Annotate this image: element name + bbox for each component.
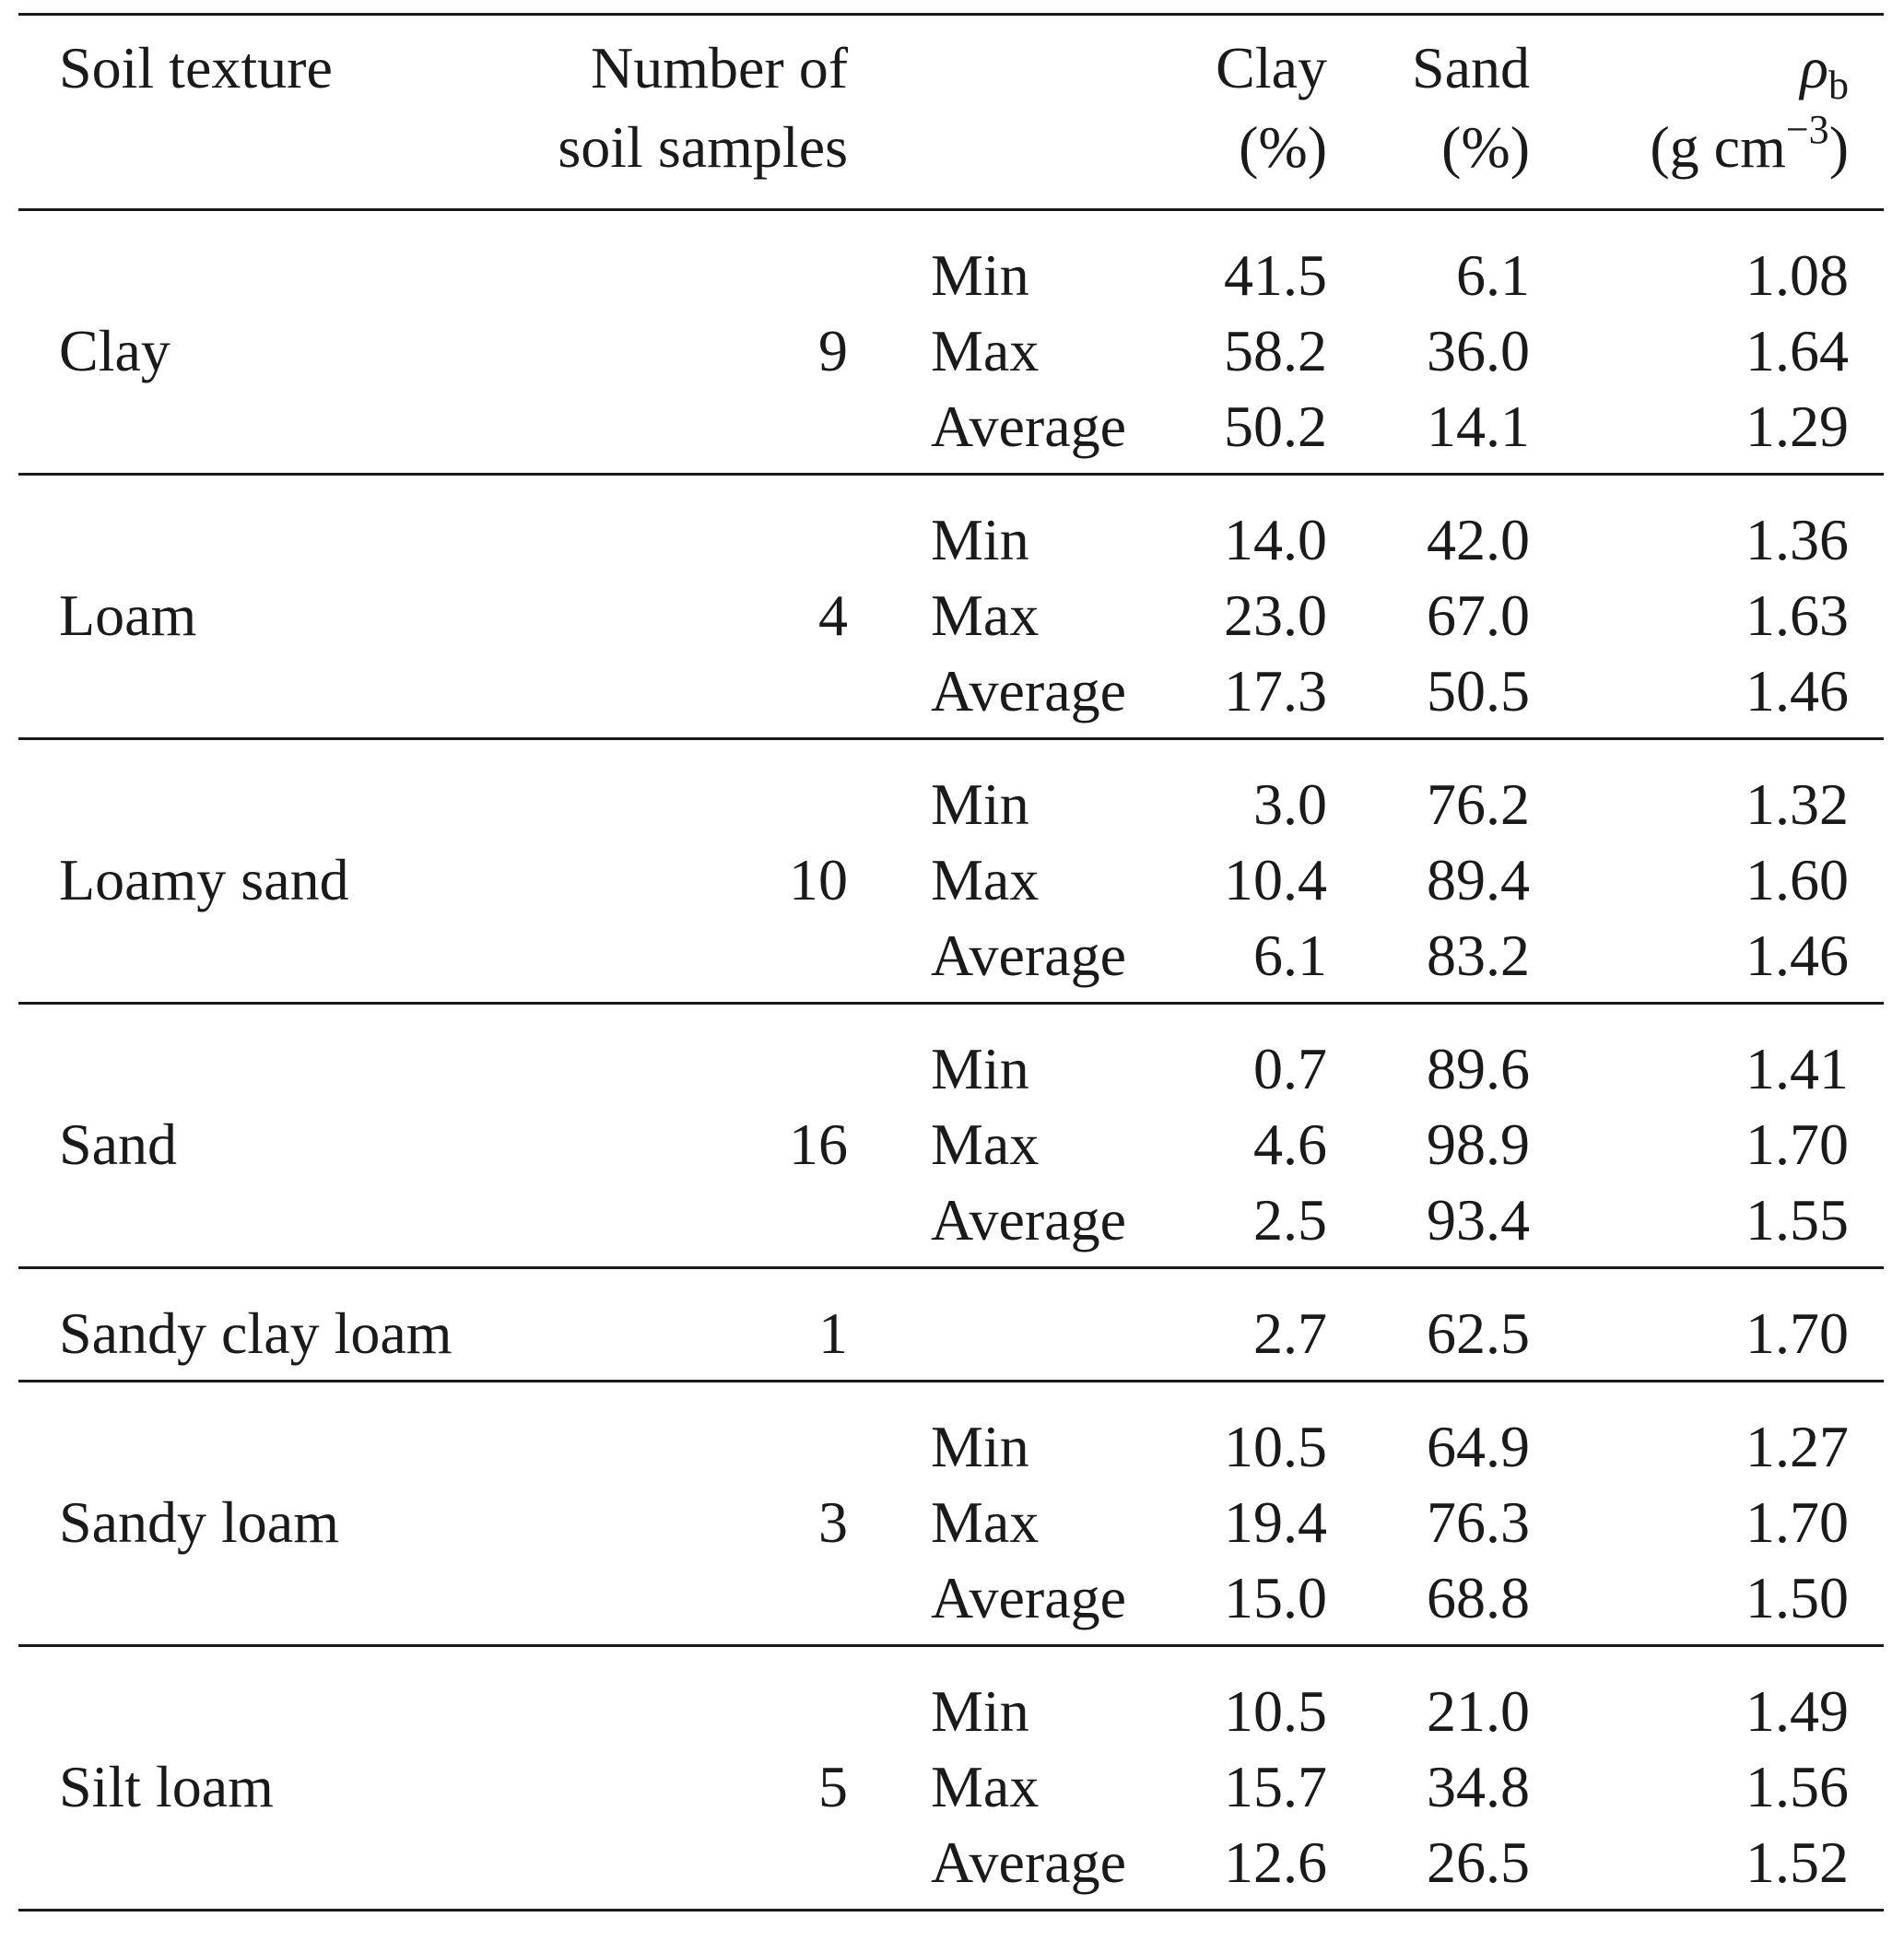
bulk-density-cell: 1.49 (1745, 1678, 1849, 1744)
bulk-density-cell: 1.56 (1745, 1754, 1849, 1819)
group-rule (18, 473, 1884, 476)
bulk-density-cell: 1.70 (1745, 1489, 1849, 1555)
statistic-cell: Min (931, 771, 1029, 837)
bulk-density-cell: 1.63 (1745, 582, 1849, 648)
clay-percent-cell: 50.2 (1224, 394, 1327, 459)
sand-percent-cell: 68.8 (1427, 1565, 1530, 1630)
sample-count-cell: 1 (818, 1300, 848, 1366)
header-rule (18, 208, 1884, 211)
group-rule (18, 1909, 1884, 1912)
statistic-cell: Min (931, 1678, 1029, 1744)
soil-texture-cell: Silt loam (59, 1754, 274, 1819)
sand-percent-cell: 36.0 (1427, 318, 1530, 383)
sand-percent-cell: 50.5 (1427, 658, 1530, 723)
sand-percent-cell: 62.5 (1427, 1300, 1530, 1366)
statistic-cell: Max (931, 847, 1040, 912)
header-sand-unit: (%) (1441, 114, 1530, 180)
soil-texture-cell: Sandy clay loam (59, 1300, 452, 1366)
clay-percent-cell: 23.0 (1224, 582, 1327, 648)
soil-texture-cell: Clay (59, 318, 170, 383)
clay-percent-cell: 15.0 (1224, 1565, 1327, 1630)
clay-percent-cell: 3.0 (1253, 771, 1327, 837)
rho-unit-pre: (g cm (1650, 114, 1786, 180)
sand-percent-cell: 98.9 (1427, 1112, 1530, 1177)
bulk-density-cell: 1.55 (1745, 1187, 1849, 1253)
statistic-cell: Average (931, 1187, 1126, 1253)
statistic-cell: Average (931, 658, 1126, 723)
soil-texture-cell: Loamy sand (59, 847, 349, 912)
sand-percent-cell: 93.4 (1427, 1187, 1530, 1253)
header-clay-unit: (%) (1239, 114, 1327, 180)
table-top-rule (18, 13, 1884, 16)
bulk-density-cell: 1.52 (1745, 1829, 1849, 1895)
statistic-cell: Min (931, 1036, 1029, 1101)
bulk-density-cell: 1.08 (1745, 242, 1849, 308)
clay-percent-cell: 58.2 (1224, 318, 1327, 383)
header-soil-texture: Soil texture (59, 35, 333, 100)
statistic-cell: Average (931, 1829, 1126, 1895)
header-bulk-density-unit (1530, 107, 1849, 184)
statistic-cell: Max (931, 1754, 1040, 1819)
sample-count-cell: 4 (818, 582, 848, 648)
clay-percent-cell: 10.5 (1224, 1414, 1327, 1479)
clay-percent-cell: 10.4 (1224, 847, 1327, 912)
rho-unit-post: ) (1828, 114, 1849, 180)
header-bulk-density-symbol (1530, 31, 1849, 108)
statistic-cell: Average (931, 1565, 1126, 1630)
sand-percent-cell: 26.5 (1427, 1829, 1530, 1895)
bulk-density-cell: 1.64 (1745, 318, 1849, 383)
bulk-density-cell: 1.32 (1745, 771, 1849, 837)
clay-percent-cell: 2.7 (1253, 1300, 1327, 1366)
bulk-density-cell: 1.70 (1745, 1112, 1849, 1177)
group-rule (18, 1002, 1884, 1005)
soil-texture-cell: Loam (59, 582, 197, 648)
clay-percent-cell: 4.6 (1253, 1112, 1327, 1177)
statistic-cell: Average (931, 394, 1126, 459)
statistic-cell: Average (931, 923, 1126, 988)
clay-percent-cell: 19.4 (1224, 1489, 1327, 1555)
sand-percent-cell: 42.0 (1427, 507, 1530, 572)
statistic-cell: Min (931, 242, 1029, 308)
clay-percent-cell: 6.1 (1253, 923, 1327, 988)
rho-unit-exponent: −3 (1785, 107, 1829, 152)
bulk-density-cell: 1.36 (1745, 507, 1849, 572)
statistic-cell: Max (931, 318, 1040, 383)
group-rule (18, 1380, 1884, 1382)
sand-percent-cell: 64.9 (1427, 1414, 1530, 1479)
sand-percent-cell: 67.0 (1427, 582, 1530, 648)
sand-percent-cell: 6.1 (1456, 242, 1530, 308)
group-rule (18, 1644, 1884, 1647)
bulk-density-cell: 1.50 (1745, 1565, 1849, 1630)
sample-count-cell: 16 (789, 1112, 848, 1177)
sample-count-cell: 10 (789, 847, 848, 912)
header-sand-line1: Sand (1412, 35, 1530, 100)
rho-subscript: b (1828, 63, 1849, 108)
clay-percent-cell: 15.7 (1224, 1754, 1327, 1819)
clay-percent-cell: 10.5 (1224, 1678, 1327, 1744)
sand-percent-cell: 76.3 (1427, 1489, 1530, 1555)
sand-percent-cell: 14.1 (1427, 394, 1530, 459)
bulk-density-cell: 1.41 (1745, 1036, 1849, 1101)
soil-texture-cell: Sand (59, 1112, 177, 1177)
sample-count-cell: 5 (818, 1754, 848, 1819)
group-rule (18, 737, 1884, 740)
statistic-cell: Max (931, 582, 1040, 648)
statistic-cell: Min (931, 507, 1029, 572)
sand-percent-cell: 34.8 (1427, 1754, 1530, 1819)
sand-percent-cell: 76.2 (1427, 771, 1530, 837)
soil-texture-cell: Sandy loam (59, 1489, 339, 1555)
bulk-density-cell: 1.70 (1745, 1300, 1849, 1366)
sample-count-cell: 9 (818, 318, 848, 383)
statistic-cell: Min (931, 1414, 1029, 1479)
bulk-density-cell: 1.46 (1745, 923, 1849, 988)
bulk-density-cell: 1.60 (1745, 847, 1849, 912)
statistic-cell: Max (931, 1489, 1040, 1555)
bulk-density-cell: 1.27 (1745, 1414, 1849, 1479)
sand-percent-cell: 89.6 (1427, 1036, 1530, 1101)
sample-count-cell: 3 (818, 1489, 848, 1555)
bulk-density-cell: 1.46 (1745, 658, 1849, 723)
header-num-samples-line2: soil samples (558, 114, 848, 180)
clay-percent-cell: 2.5 (1253, 1187, 1327, 1253)
clay-percent-cell: 0.7 (1253, 1036, 1327, 1101)
header-clay-line1: Clay (1216, 35, 1327, 100)
group-rule (18, 1266, 1884, 1269)
rho-symbol: ρ (1800, 35, 1828, 100)
sand-percent-cell: 89.4 (1427, 847, 1530, 912)
header-num-samples-line1: Number of (590, 35, 848, 100)
clay-percent-cell: 14.0 (1224, 507, 1327, 572)
clay-percent-cell: 17.3 (1224, 658, 1327, 723)
statistic-cell: Max (931, 1112, 1040, 1177)
sand-percent-cell: 21.0 (1427, 1678, 1530, 1744)
clay-percent-cell: 12.6 (1224, 1829, 1327, 1895)
bulk-density-cell: 1.29 (1745, 394, 1849, 459)
clay-percent-cell: 41.5 (1224, 242, 1327, 308)
sand-percent-cell: 83.2 (1427, 923, 1530, 988)
